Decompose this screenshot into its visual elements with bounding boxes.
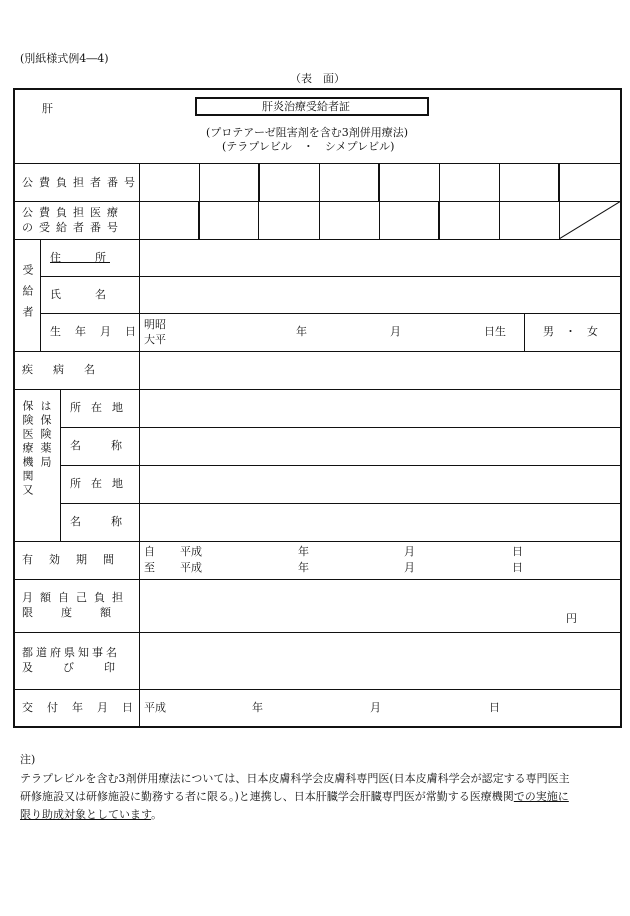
validity-to: 至 xyxy=(144,561,155,574)
validity-from-era: 平成 xyxy=(180,545,202,558)
facility-name-label-2: 名称 xyxy=(70,515,152,528)
monthly-limit-label-1: 月額自己負担 xyxy=(22,591,130,604)
note-line-3a: 限り助成対象としています xyxy=(20,808,152,821)
era-taisho: 大平 xyxy=(144,333,166,346)
note-line-2a: 研修施設又は研修施設に勤務する者に限る。)と連携し、日本肝臓学会肝臓専門医が常勤する医療機関 xyxy=(20,790,514,803)
side-label: （表 面） xyxy=(290,72,345,85)
recipient-group-label: 受給者 xyxy=(21,264,34,327)
note-line-1: テラプレビルを含む3剤併用療法については、日本皮膚科学会皮膚科専門医(日本皮膚科学会が認定する専門医主 xyxy=(20,772,570,785)
note-line-3 xyxy=(20,806,162,824)
address-label: 住 所 xyxy=(50,251,110,264)
payer-number-label: 公費負担者番号 xyxy=(22,176,141,189)
validity-from: 自 xyxy=(144,545,155,558)
issue-date-label: 交付年月日 xyxy=(22,701,147,714)
birthdate-label: 生年月日 xyxy=(50,325,150,338)
validity-from-month: 月 xyxy=(404,545,415,558)
yen-unit: 円 xyxy=(566,612,577,625)
diagonal-cross-out xyxy=(559,201,621,239)
recipient-number-label-2: の受給者番号 xyxy=(22,221,124,234)
name-label: 氏 名 xyxy=(50,288,110,301)
era-meiji: 明昭 xyxy=(144,318,166,331)
validity-to-year: 年 xyxy=(298,561,309,574)
certificate-title: 肝炎治療受給者証 xyxy=(262,100,350,113)
facility-name-label: 名称 xyxy=(70,439,152,452)
disease-name-label: 疾病名 xyxy=(22,363,115,376)
drug-names: (テラプレビル ・ シメプレビル) xyxy=(222,140,395,153)
governor-label-2: 及び印 xyxy=(22,661,145,674)
validity-to-month: 月 xyxy=(404,561,415,574)
validity-label: 有効期間 xyxy=(22,553,130,566)
validity-from-year: 年 xyxy=(298,545,309,558)
governor-label-1: 都道府県知事名 xyxy=(22,646,120,659)
birth-month-label: 月 xyxy=(390,325,401,338)
location-label-2: 所在地 xyxy=(70,477,133,490)
pharmacy-group-label: は保険薬局 xyxy=(39,400,52,470)
note-line-3b: 。 xyxy=(151,808,163,821)
subtitle: (プロテアーゼ阻害剤を含む3剤併用療法) xyxy=(206,126,409,139)
note-heading: 注) xyxy=(20,753,36,766)
form-number: (別紙様式例4―4) xyxy=(20,52,109,65)
location-label: 所在地 xyxy=(70,401,133,414)
recipient-number-label-1: 公費負担医療 xyxy=(22,206,124,219)
note-line-2 xyxy=(20,788,569,806)
monthly-limit-label-2: 限度額 xyxy=(22,606,139,619)
issue-year: 年 xyxy=(252,701,263,714)
issue-day: 日 xyxy=(489,701,500,714)
birth-day-label: 日生 xyxy=(484,325,506,338)
birth-year-label: 年 xyxy=(296,325,307,338)
gender-label: 男 ・ 女 xyxy=(543,325,598,338)
insurance-group-label: 保険医療機関又 xyxy=(21,400,34,498)
validity-from-day: 日 xyxy=(512,545,523,558)
kan-label: 肝 xyxy=(42,102,53,115)
issue-era: 平成 xyxy=(144,701,166,714)
note-line-2b: での実施に xyxy=(513,790,569,803)
validity-to-day: 日 xyxy=(512,561,523,574)
validity-to-era: 平成 xyxy=(180,561,202,574)
issue-month: 月 xyxy=(370,701,381,714)
